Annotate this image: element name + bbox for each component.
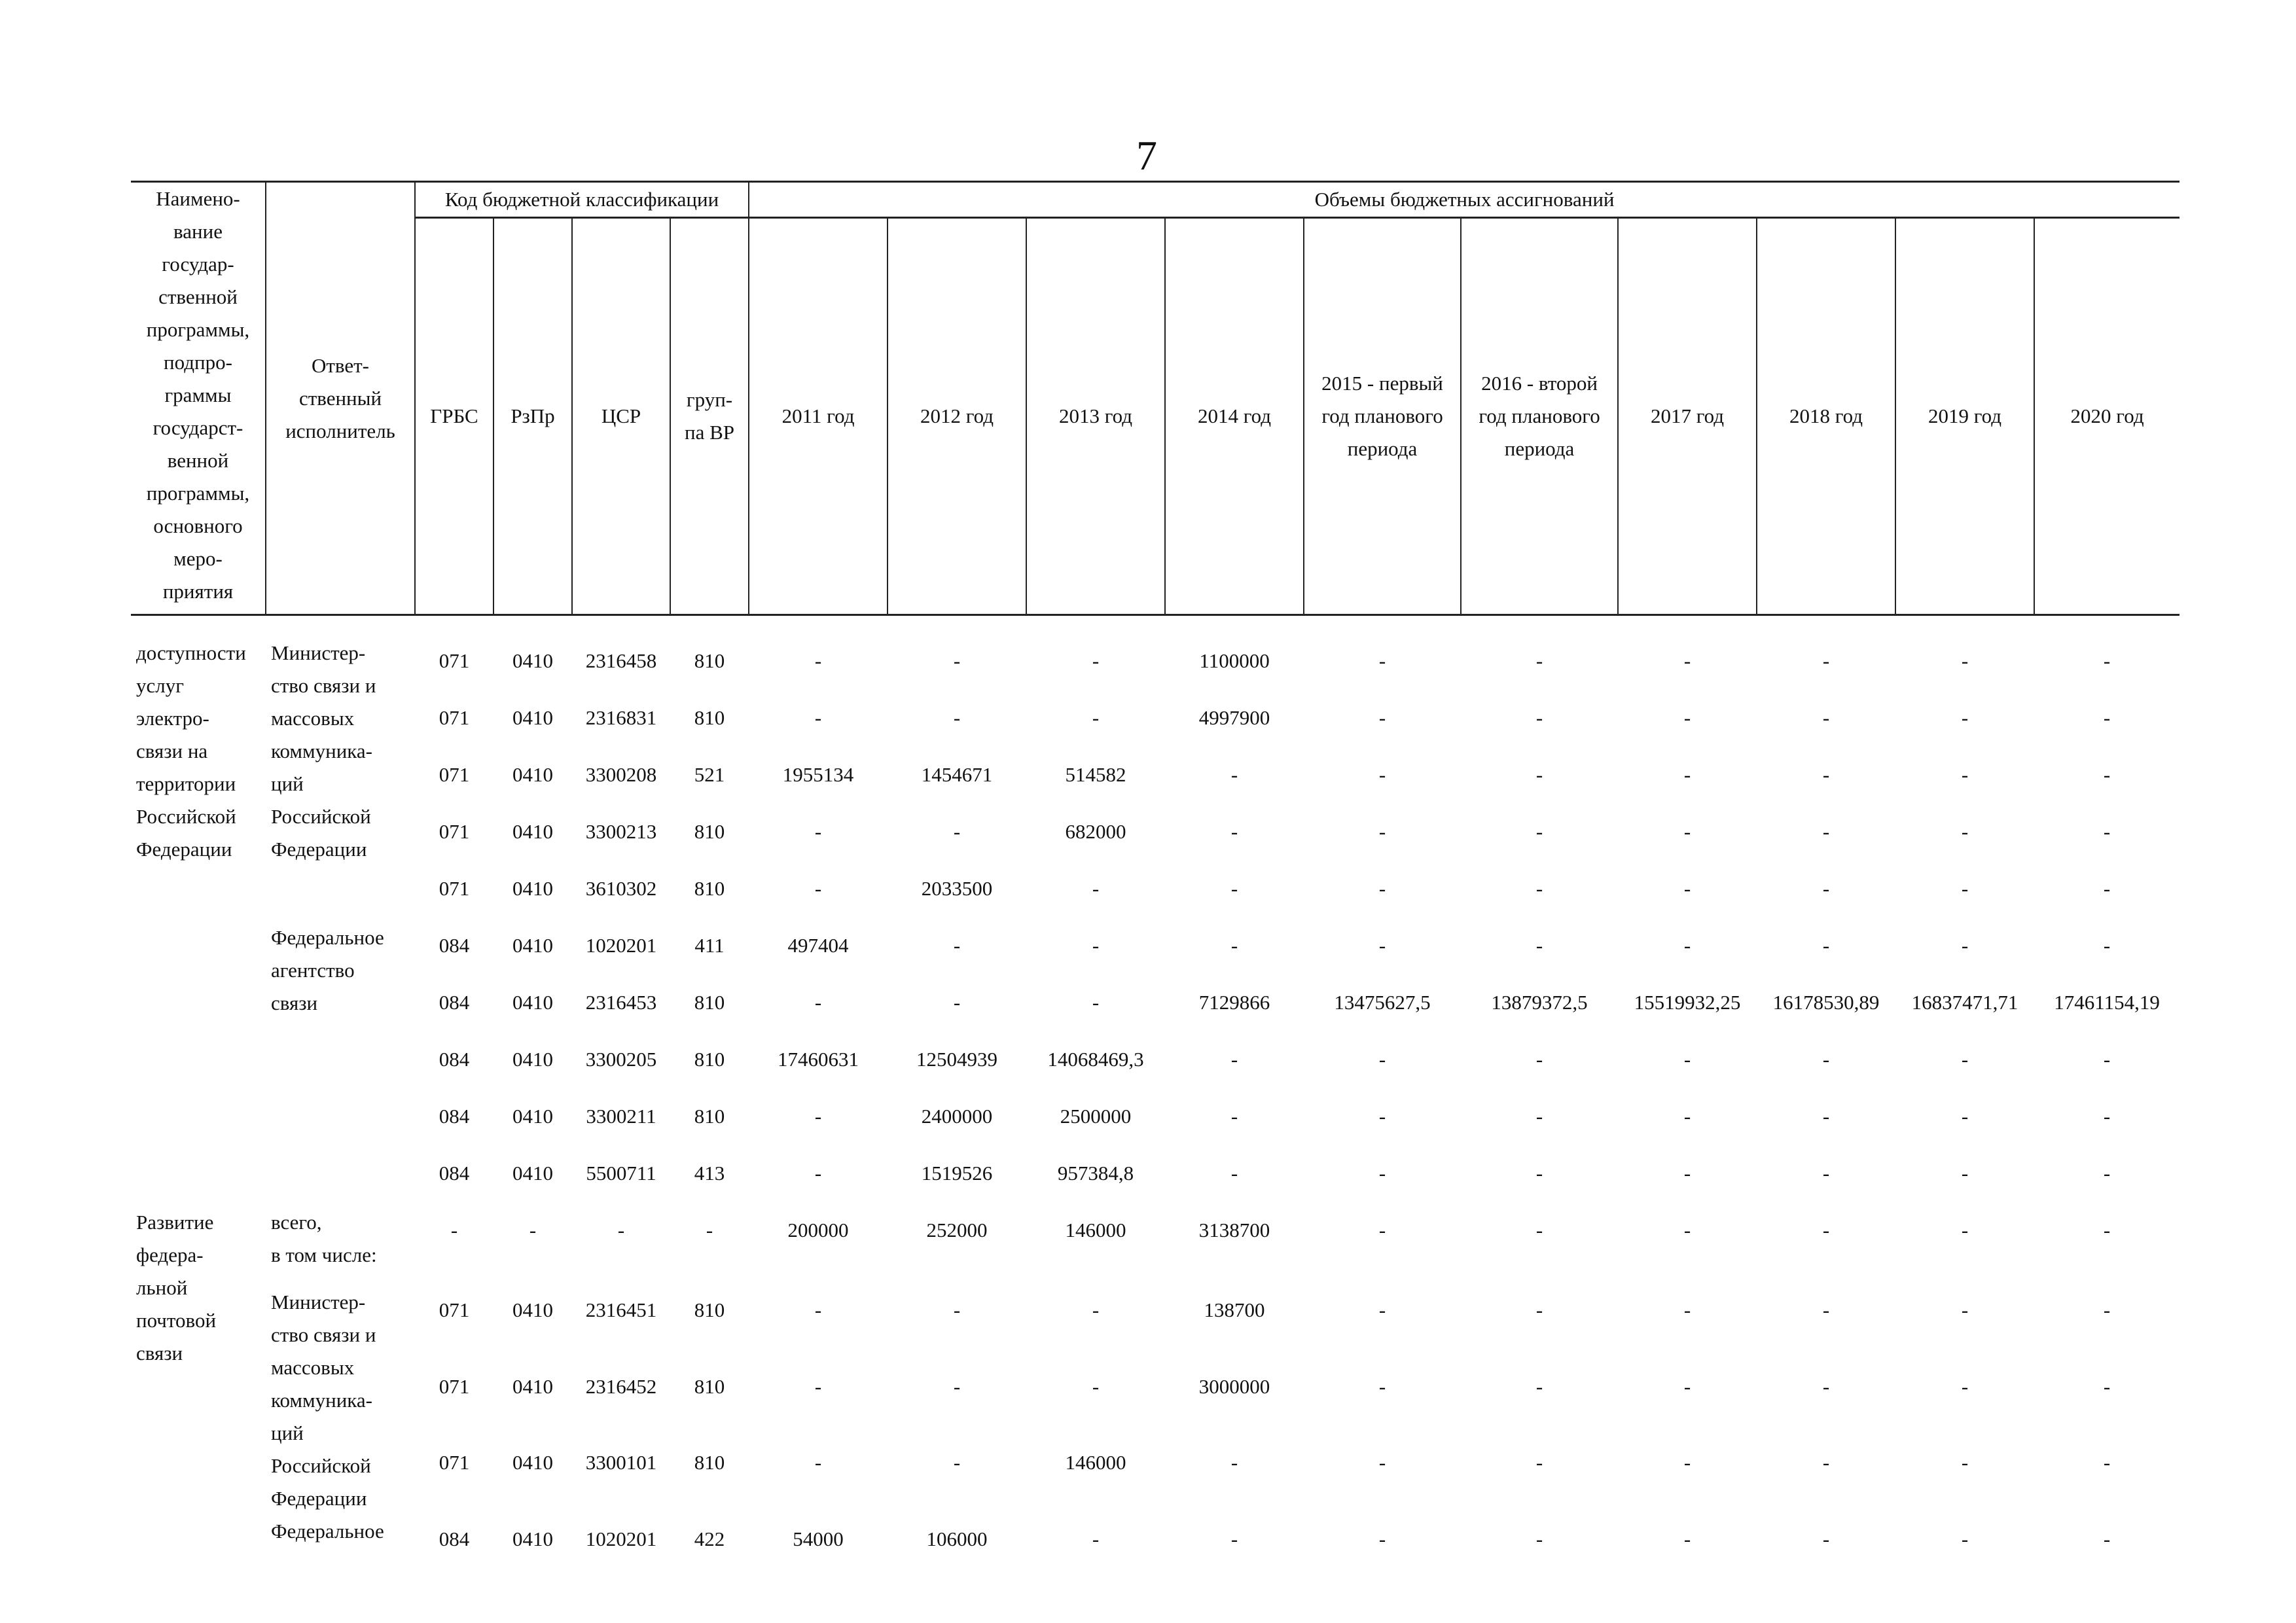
code-cell: 2316453 bbox=[585, 991, 657, 1014]
amount-cell: - bbox=[814, 1451, 822, 1474]
header-csr: ЦСР bbox=[572, 218, 670, 615]
executor-cell-text: Министер- ство связи и массовых коммуника- ций Российской Федерации bbox=[271, 1291, 376, 1510]
amount-cell: 146000 bbox=[1065, 1451, 1126, 1474]
amount-cell: - bbox=[1961, 820, 1969, 843]
executor-cell bbox=[266, 921, 415, 1206]
amount-cell: - bbox=[1378, 706, 1386, 729]
table-row bbox=[131, 808, 2179, 865]
amount-cell: - bbox=[1961, 1219, 1969, 1241]
amount-cell: 13879372,5 bbox=[1491, 991, 1588, 1014]
amount-cell: - bbox=[1230, 1527, 1238, 1550]
amount-cell: - bbox=[953, 649, 961, 672]
header-vr-group: груп- па ВР bbox=[670, 218, 749, 615]
amount-cell: - bbox=[1961, 1048, 1969, 1071]
amount-cell: - bbox=[1822, 1048, 1830, 1071]
amount-cell: - bbox=[1230, 1048, 1238, 1071]
code-cell: 0410 bbox=[512, 1451, 553, 1474]
table-row bbox=[131, 1438, 2179, 1515]
code-cell: 810 bbox=[694, 820, 725, 843]
amount-cell: 497404 bbox=[787, 934, 849, 957]
amount-cell: - bbox=[1230, 763, 1238, 786]
amount-cell: - bbox=[1683, 706, 1691, 729]
table-row bbox=[131, 1515, 2179, 1572]
amount-cell: - bbox=[1683, 1451, 1691, 1474]
code-cell: 2316451 bbox=[585, 1298, 657, 1321]
code-cell: 0410 bbox=[512, 763, 553, 786]
program-name-cell bbox=[131, 637, 266, 1206]
header-grbs: ГРБС bbox=[415, 218, 493, 615]
code-cell: 3300208 bbox=[585, 763, 657, 786]
code-cell: 810 bbox=[694, 649, 725, 672]
amount-cell: - bbox=[814, 1298, 822, 1321]
code-cell: 810 bbox=[694, 1451, 725, 1474]
amount-cell: - bbox=[1822, 1162, 1830, 1185]
amount-cell: 14068469,3 bbox=[1047, 1048, 1144, 1071]
amount-cell: - bbox=[1961, 763, 1969, 786]
code-cell: 810 bbox=[694, 877, 725, 900]
header-year-7: 2018 год bbox=[1757, 218, 1895, 615]
table-row-total bbox=[131, 1206, 2179, 1286]
amount-cell: - bbox=[1535, 763, 1543, 786]
header-year-6: 2017 год bbox=[1618, 218, 1757, 615]
amount-cell: - bbox=[1535, 1527, 1543, 1550]
amount-cell: - bbox=[1683, 1298, 1691, 1321]
amount-cell: - bbox=[1961, 706, 1969, 729]
amount-cell: - bbox=[1683, 877, 1691, 900]
table-row bbox=[131, 1092, 2179, 1149]
code-cell: 3300205 bbox=[585, 1048, 657, 1071]
amount-cell: - bbox=[1092, 1527, 1100, 1550]
header-year-2: 2013 год bbox=[1026, 218, 1165, 615]
amount-cell: - bbox=[1535, 706, 1543, 729]
amount-cell: - bbox=[1535, 1219, 1543, 1241]
code-cell: 810 bbox=[694, 1374, 725, 1398]
code-cell: 0410 bbox=[512, 649, 553, 672]
table-row bbox=[131, 978, 2179, 1035]
amount-cell: 12504939 bbox=[916, 1048, 998, 1071]
amount-cell: - bbox=[814, 1162, 822, 1185]
amount-cell: - bbox=[1092, 649, 1100, 672]
program-name-cell-text: доступности услуг электро- связи на территории Российской Федерации bbox=[136, 641, 246, 861]
amount-cell: - bbox=[1378, 763, 1386, 786]
code-cell: 1020201 bbox=[585, 1527, 657, 1550]
amount-cell: 957384,8 bbox=[1057, 1162, 1134, 1185]
code-cell: - bbox=[617, 1219, 625, 1241]
amount-cell: - bbox=[1378, 1451, 1386, 1474]
code-cell: 810 bbox=[694, 1298, 725, 1321]
code-cell: 0410 bbox=[512, 706, 553, 729]
amount-cell: - bbox=[1230, 1451, 1238, 1474]
total-label-cell bbox=[266, 1206, 415, 1286]
amount-cell: - bbox=[1683, 763, 1691, 786]
amount-cell: - bbox=[1230, 1105, 1238, 1128]
amount-cell: - bbox=[1961, 1451, 1969, 1474]
amount-cell: - bbox=[1535, 1105, 1543, 1128]
header-program-name-text: Наимено- вание государ- ственной программы, подпро- граммы государст- венной программы, основного меро- приятия bbox=[146, 187, 250, 603]
amount-cell: - bbox=[1092, 934, 1100, 957]
header-year-0: 2011 год bbox=[749, 218, 888, 615]
amount-cell: - bbox=[1230, 934, 1238, 957]
program-name-cell bbox=[131, 1206, 266, 1572]
amount-cell: - bbox=[953, 1298, 961, 1321]
code-cell: 0410 bbox=[512, 991, 553, 1014]
code-cell: 2316452 bbox=[585, 1374, 657, 1398]
amount-cell: - bbox=[1961, 1374, 1969, 1398]
code-cell: 0410 bbox=[512, 1374, 553, 1398]
amount-cell: 16837471,71 bbox=[1911, 991, 2018, 1014]
amount-cell: - bbox=[1535, 877, 1543, 900]
code-cell: 810 bbox=[694, 1048, 725, 1071]
amount-cell: 3000000 bbox=[1198, 1374, 1270, 1398]
amount-cell: - bbox=[2103, 763, 2111, 786]
amount-cell: 4997900 bbox=[1198, 706, 1270, 729]
table-row bbox=[131, 1286, 2179, 1363]
amount-cell: - bbox=[953, 820, 961, 843]
amount-cell: - bbox=[1961, 1162, 1969, 1185]
code-cell: 810 bbox=[694, 1105, 725, 1128]
code-cell: 2316831 bbox=[585, 706, 657, 729]
table-body bbox=[131, 615, 2179, 1573]
amount-cell: - bbox=[1378, 1527, 1386, 1550]
code-cell: 810 bbox=[694, 706, 725, 729]
amount-cell: - bbox=[2103, 1048, 2111, 1071]
amount-cell: - bbox=[2103, 820, 2111, 843]
executor-cell bbox=[266, 1515, 415, 1572]
code-cell: 071 bbox=[439, 877, 470, 900]
code-cell: - bbox=[529, 1219, 537, 1241]
spacer-row bbox=[131, 615, 2179, 637]
executor-cell-text: Федеральное bbox=[271, 1520, 384, 1543]
code-cell: 071 bbox=[439, 1298, 470, 1321]
header-program-name bbox=[131, 182, 266, 615]
amount-cell: - bbox=[1535, 1162, 1543, 1185]
code-cell: 084 bbox=[439, 1048, 470, 1071]
amount-cell: - bbox=[1961, 1527, 1969, 1550]
amount-cell: 2400000 bbox=[921, 1105, 993, 1128]
code-cell: 3300213 bbox=[585, 820, 657, 843]
header-year-9: 2020 год bbox=[2034, 218, 2179, 615]
amount-cell: - bbox=[814, 820, 822, 843]
amount-cell: 17461154,19 bbox=[2054, 991, 2160, 1014]
amount-cell: - bbox=[1092, 1374, 1100, 1398]
amount-cell: - bbox=[1961, 1105, 1969, 1128]
amount-cell: - bbox=[814, 649, 822, 672]
amount-cell: - bbox=[1535, 1048, 1543, 1071]
code-cell: - bbox=[450, 1219, 458, 1241]
amount-cell: 1955134 bbox=[782, 763, 854, 786]
amount-cell: 16178530,89 bbox=[1772, 991, 1880, 1014]
table-row bbox=[131, 637, 2179, 694]
executor-cell-text: Федеральное агентство связи bbox=[271, 926, 384, 1014]
code-cell: 3610302 bbox=[585, 877, 657, 900]
code-cell: 5500711 bbox=[586, 1162, 656, 1185]
amount-cell: - bbox=[2103, 1162, 2111, 1185]
amount-cell: - bbox=[2103, 1105, 2111, 1128]
amount-cell: - bbox=[1378, 1298, 1386, 1321]
table-row bbox=[131, 865, 2179, 921]
amount-cell: 1100000 bbox=[1199, 649, 1270, 672]
amount-cell: 682000 bbox=[1065, 820, 1126, 843]
amount-cell: - bbox=[1378, 820, 1386, 843]
amount-cell: - bbox=[953, 706, 961, 729]
amount-cell: - bbox=[1683, 820, 1691, 843]
code-cell: 521 bbox=[694, 763, 725, 786]
amount-cell: - bbox=[1822, 649, 1830, 672]
amount-cell: 2033500 bbox=[921, 877, 993, 900]
header-executor bbox=[266, 182, 415, 615]
amount-cell: - bbox=[814, 877, 822, 900]
amount-cell: - bbox=[1683, 1374, 1691, 1398]
amount-cell: - bbox=[1822, 1298, 1830, 1321]
amount-cell: - bbox=[1822, 763, 1830, 786]
amount-cell: - bbox=[953, 991, 961, 1014]
amount-cell: - bbox=[2103, 706, 2111, 729]
code-cell: 3300101 bbox=[585, 1451, 657, 1474]
table-row bbox=[131, 1035, 2179, 1092]
amount-cell: - bbox=[1535, 820, 1543, 843]
code-cell: 1020201 bbox=[585, 934, 657, 957]
amount-cell: 1454671 bbox=[921, 763, 993, 786]
table-row bbox=[131, 1363, 2179, 1439]
amount-cell: - bbox=[1822, 934, 1830, 957]
amount-cell: - bbox=[1535, 934, 1543, 957]
amount-cell: - bbox=[2103, 934, 2111, 957]
amount-cell: - bbox=[1683, 1048, 1691, 1071]
amount-cell: - bbox=[1822, 1374, 1830, 1398]
amount-cell: - bbox=[2103, 1527, 2111, 1550]
amount-cell: 252000 bbox=[926, 1219, 988, 1241]
amount-cell: - bbox=[1683, 934, 1691, 957]
code-cell: 0410 bbox=[512, 877, 553, 900]
amount-cell: - bbox=[1822, 1105, 1830, 1128]
table-row bbox=[131, 921, 2179, 978]
code-cell: 084 bbox=[439, 934, 470, 957]
code-cell: 0410 bbox=[512, 820, 553, 843]
code-cell: 0410 bbox=[512, 934, 553, 957]
amount-cell: 138700 bbox=[1204, 1298, 1265, 1321]
amount-cell: - bbox=[1822, 706, 1830, 729]
code-cell: 084 bbox=[439, 991, 470, 1014]
code-cell: 810 bbox=[694, 991, 725, 1014]
amount-cell: - bbox=[2103, 1451, 2111, 1474]
spacer-cell bbox=[131, 615, 2179, 637]
amount-cell: - bbox=[1535, 1451, 1543, 1474]
code-cell: 411 bbox=[694, 934, 725, 957]
amount-cell: - bbox=[1822, 1527, 1830, 1550]
header-year-4: 2015 - первый год планового периода bbox=[1304, 218, 1461, 615]
amount-cell: - bbox=[1683, 1105, 1691, 1128]
header-year-8: 2019 год bbox=[1895, 218, 2034, 615]
executor-cell bbox=[266, 637, 415, 921]
amount-cell: 17460631 bbox=[778, 1048, 859, 1071]
amount-cell: 146000 bbox=[1065, 1219, 1126, 1241]
page-number: 7 bbox=[1136, 132, 1157, 179]
amount-cell: 54000 bbox=[793, 1527, 844, 1550]
table-row bbox=[131, 694, 2179, 751]
amount-cell: - bbox=[1378, 1105, 1386, 1128]
header-budget-code-group: Код бюджетной классификации bbox=[415, 182, 749, 218]
amount-cell: - bbox=[1378, 1374, 1386, 1398]
code-cell: 422 bbox=[694, 1527, 725, 1550]
code-cell: 0410 bbox=[512, 1105, 553, 1128]
code-cell: - bbox=[706, 1219, 713, 1241]
table-header bbox=[131, 182, 2179, 615]
amount-cell: - bbox=[1683, 649, 1691, 672]
amount-cell: - bbox=[1822, 820, 1830, 843]
amount-cell: 7129866 bbox=[1198, 991, 1270, 1014]
amount-cell: 514582 bbox=[1065, 763, 1126, 786]
amount-cell: - bbox=[1378, 934, 1386, 957]
executor-cell-text: Министер- ство связи и массовых коммуника- ций Российской Федерации bbox=[271, 641, 376, 861]
amount-cell: - bbox=[953, 934, 961, 957]
code-cell: 3300211 bbox=[586, 1105, 656, 1128]
amount-cell: - bbox=[1230, 877, 1238, 900]
amount-cell: - bbox=[1535, 1298, 1543, 1321]
amount-cell: 3138700 bbox=[1198, 1219, 1270, 1241]
code-cell: 084 bbox=[439, 1162, 470, 1185]
code-cell: 0410 bbox=[512, 1162, 553, 1185]
amount-cell: - bbox=[1683, 1162, 1691, 1185]
amount-cell: 2500000 bbox=[1060, 1105, 1132, 1128]
amount-cell: 200000 bbox=[787, 1219, 849, 1241]
code-cell: 2316458 bbox=[585, 649, 657, 672]
code-cell: 071 bbox=[439, 820, 470, 843]
amount-cell: - bbox=[814, 706, 822, 729]
amount-cell: - bbox=[1378, 1048, 1386, 1071]
amount-cell: - bbox=[1378, 1219, 1386, 1241]
amount-cell: - bbox=[1092, 877, 1100, 900]
code-cell: 071 bbox=[439, 706, 470, 729]
header-rzpr: РзПр bbox=[493, 218, 572, 615]
amount-cell: - bbox=[1230, 1162, 1238, 1185]
amount-cell: - bbox=[2103, 877, 2111, 900]
amount-cell: - bbox=[814, 1374, 822, 1398]
amount-cell: 15519932,25 bbox=[1634, 991, 1741, 1014]
amount-cell: - bbox=[1535, 649, 1543, 672]
amount-cell: - bbox=[1230, 820, 1238, 843]
amount-cell: - bbox=[1683, 1527, 1691, 1550]
amount-cell: - bbox=[1683, 1219, 1691, 1241]
header-volumes-group: Объемы бюджетных ассигнований bbox=[749, 182, 2179, 218]
amount-cell: - bbox=[1961, 877, 1969, 900]
code-cell: 071 bbox=[439, 1374, 470, 1398]
amount-cell: - bbox=[1961, 1298, 1969, 1321]
code-cell: 0410 bbox=[512, 1048, 553, 1071]
amount-cell: - bbox=[2103, 649, 2111, 672]
table-row bbox=[131, 751, 2179, 808]
header-year-3: 2014 год bbox=[1165, 218, 1304, 615]
amount-cell: - bbox=[1378, 1162, 1386, 1185]
total-label-cell-text: всего, в том числе: bbox=[271, 1211, 377, 1266]
amount-cell: - bbox=[1961, 934, 1969, 957]
amount-cell: 1519526 bbox=[921, 1162, 993, 1185]
amount-cell: - bbox=[2103, 1219, 2111, 1241]
header-year-5: 2016 - второй год планового периода bbox=[1461, 218, 1618, 615]
amount-cell: - bbox=[2103, 1374, 2111, 1398]
amount-cell: - bbox=[1822, 1451, 1830, 1474]
amount-cell: - bbox=[1378, 877, 1386, 900]
table-row bbox=[131, 1149, 2179, 1206]
code-cell: 071 bbox=[439, 1451, 470, 1474]
code-cell: 0410 bbox=[512, 1298, 553, 1321]
amount-cell: - bbox=[2103, 1298, 2111, 1321]
amount-cell: - bbox=[814, 1105, 822, 1128]
budget-table bbox=[131, 181, 2179, 1572]
amount-cell: 106000 bbox=[926, 1527, 988, 1550]
header-executor-text: Ответ- ственный исполнитель bbox=[285, 353, 395, 442]
amount-cell: - bbox=[1092, 1298, 1100, 1321]
amount-cell: - bbox=[1092, 991, 1100, 1014]
amount-cell: - bbox=[814, 991, 822, 1014]
executor-cell bbox=[266, 1286, 415, 1515]
amount-cell: 13475627,5 bbox=[1334, 991, 1431, 1014]
code-cell: 071 bbox=[439, 763, 470, 786]
amount-cell: - bbox=[1092, 706, 1100, 729]
amount-cell: - bbox=[1535, 1374, 1543, 1398]
amount-cell: - bbox=[1961, 649, 1969, 672]
amount-cell: - bbox=[1822, 877, 1830, 900]
amount-cell: - bbox=[953, 1374, 961, 1398]
code-cell: 071 bbox=[439, 649, 470, 672]
code-cell: 413 bbox=[694, 1162, 725, 1185]
code-cell: 084 bbox=[439, 1527, 470, 1550]
program-name-cell-text: Развитие федера- льной почтовой связи bbox=[136, 1211, 217, 1364]
amount-cell: - bbox=[953, 1451, 961, 1474]
header-year-1: 2012 год bbox=[888, 218, 1026, 615]
code-cell: 084 bbox=[439, 1105, 470, 1128]
amount-cell: - bbox=[1378, 649, 1386, 672]
code-cell: 0410 bbox=[512, 1527, 553, 1550]
amount-cell: - bbox=[1822, 1219, 1830, 1241]
